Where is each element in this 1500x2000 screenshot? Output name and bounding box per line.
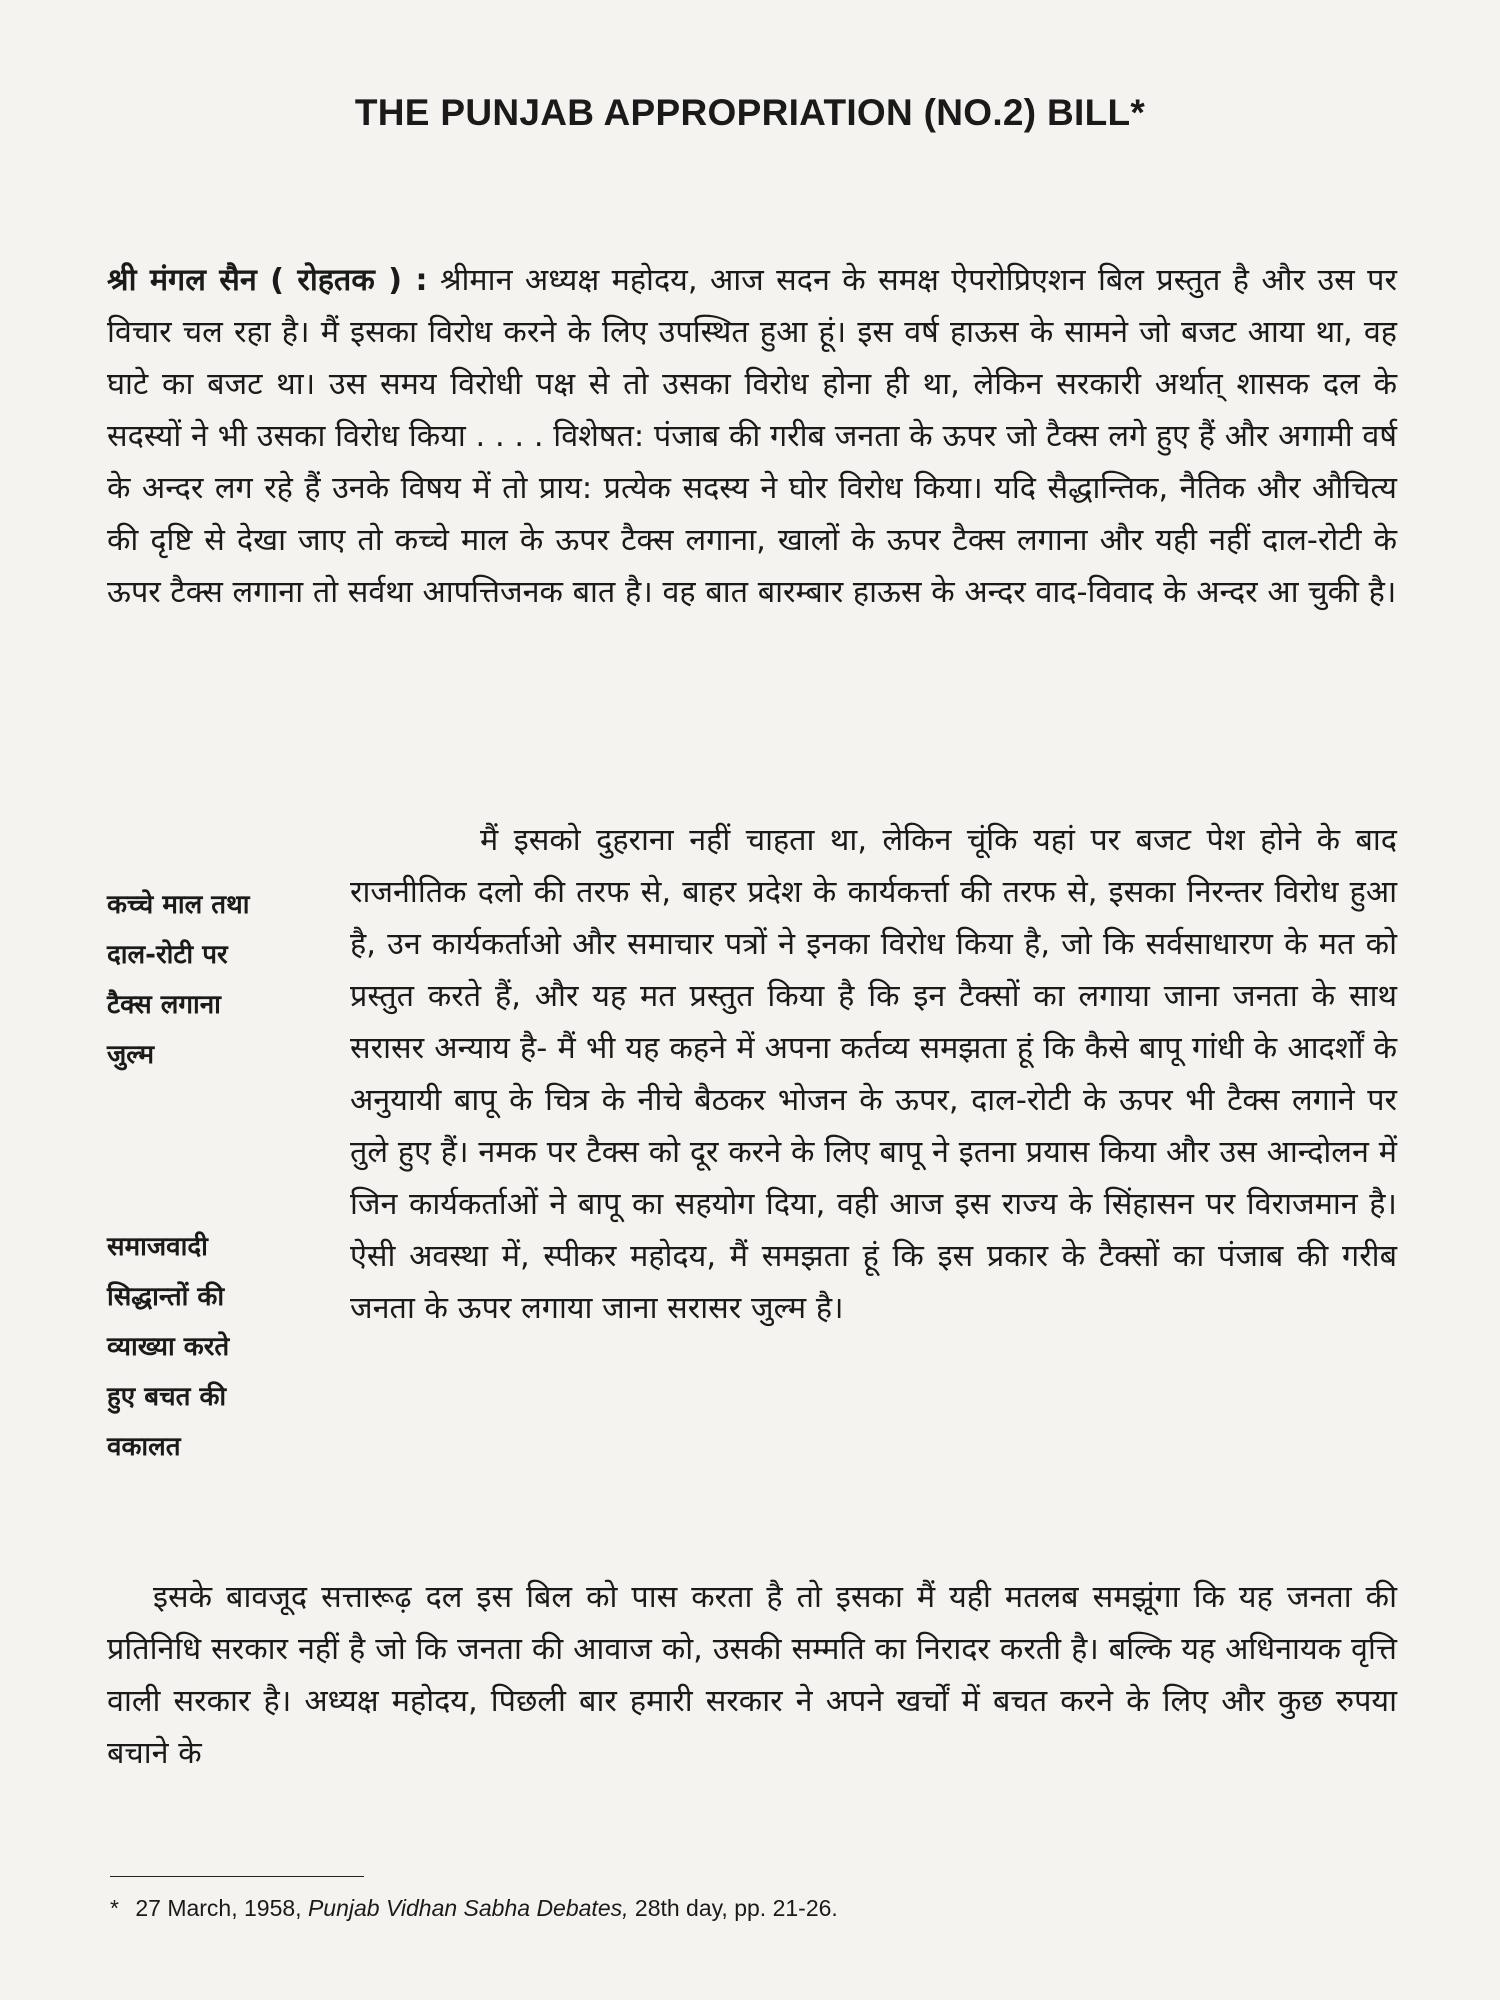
page-title: THE PUNJAB APPROPRIATION (NO.2) BILL*	[354, 92, 1146, 133]
footnote-date: 27 March, 1958,	[135, 1895, 302, 1921]
side-note-line: सिद्धान्तों की	[107, 1282, 225, 1312]
footnote-marker: *	[110, 1895, 119, 1921]
side-note-line: कच्चे माल तथा	[107, 890, 250, 920]
footnote-source: Punjab Vidhan Sabha Debates,	[307, 1895, 629, 1921]
side-note-line: समाजवादी	[107, 1232, 208, 1262]
paragraph-2	[350, 815, 1397, 1335]
side-note-line: हुए बचत की	[107, 1382, 227, 1412]
speaker-name: श्री मंगल सैन ( रोहतक ) :	[107, 263, 428, 298]
side-note-line: दाल-रोटी पर	[107, 940, 228, 970]
paragraph-3-text: इसके बावजूद सत्तारूढ़ दल इस बिल को पास करता है तो इसका मैं यही मतलब समझूंगा कि यह जनता की प्रतिनिधि सरकार नहीं है जो कि जनता की आवाज को, उसकी सम्मति का निरादर करती है। बल्कि यह अधिनायक वृत्ति वाली सरकार है। अध्यक्ष महोदय, पिछली बार हमारी सरकार ने अपने खर्चों में बचत करने के लिए और कुछ रुपया बचाने के	[107, 1580, 1397, 1771]
side-note-line: वकालत	[107, 1432, 181, 1462]
side-note-line: व्याख्या करते	[107, 1332, 230, 1362]
side-note-1	[107, 880, 332, 1080]
footnote-detail: 28th day, pp. 21-26.	[634, 1895, 838, 1921]
side-note-line: टैक्स लगाना	[107, 990, 221, 1020]
paragraph-2-text: मैं इसको दुहराना नहीं चाहता था, लेकिन चूंकि यहां पर बजट पेश होने के बाद राजनीतिक दलो की तरफ से, बाहर प्रदेश के कार्यकर्त्ता की तरफ से, इसका निरन्तर विरोध हुआ है, उन कार्यकर्ताओ और समाचार पत्रों ने इनका विरोध किया है, जो कि सर्वसाधारण के मत को प्रस्तुत करते हैं, और यह मत प्रस्तुत किया है कि इन टैक्सों का लगाया जाना जनता के साथ सरासर अन्याय है- मैं भी यह कहने में अपना कर्तव्य समझता हूं कि कैसे बापू गांधी के आदर्शों के अनुयायी बापू के चित्र के नीचे बैठकर भोजन के ऊपर, दाल-रोटी के ऊपर भी टैक्स लगाने पर तुले हुए हैं। नमक पर टैक्स को दूर करने के लिए बापू ने इतना प्रयास किया और उस आन्दोलन में जिन कार्यकर्ताओं ने बापू का सहयोग दिया, वही आज इस राज्य के सिंहासन पर विराजमान है। ऐसी अवस्था में, स्पीकर महोदय, मैं समझता हूं कि इस प्रकार के टैक्सों का पंजाब की गरीब जनता के ऊपर लगाया जाना सरासर जुल्म है।	[350, 823, 1397, 1326]
paragraph-1	[107, 255, 1397, 619]
footnote	[110, 1895, 838, 1922]
paragraph-1-text: श्रीमान अध्यक्ष महोदय, आज सदन के समक्ष ऐपरोप्रिएशन बिल प्रस्तुत है और उस पर विचार चल रहा है। मैं इसका विरोध करने के लिए उपस्थित हुआ हूं। इस वर्ष हाऊस के सामने जो बजट आया था, वह घाटे का बजट था। उस समय विरोधी पक्ष से तो उसका विरोध होना ही था, लेकिन सरकारी अर्थात् शासक दल के सदस्यों ने भी उसका विरोध किया . . . . विशेषत: पंजाब की गरीब जनता के ऊपर जो टैक्स लगे हुए हैं और अगामी वर्ष के अन्दर लग रहे हैं उनके विषय में तो प्राय: प्रत्येक सदस्य ने घोर विरोध किया। यदि सैद्धान्तिक, नैतिक और औचित्य की दृष्टि से देखा जाए तो कच्चे माल के ऊपर टैक्स लगाना, खालों के ऊपर टैक्स लगाना और यही नहीं दाल-रोटी के ऊपर टैक्स लगाना तो सर्वथा आपत्तिजनक बात है। वह बात बारम्बार हाऊस के अन्दर वाद-विवाद के अन्दर आ चुकी है।	[107, 263, 1397, 610]
paragraph-3	[107, 1572, 1397, 1780]
footnote-divider	[110, 1876, 364, 1877]
side-note-line: जुल्म	[107, 1040, 155, 1070]
side-note-2	[107, 1222, 332, 1472]
